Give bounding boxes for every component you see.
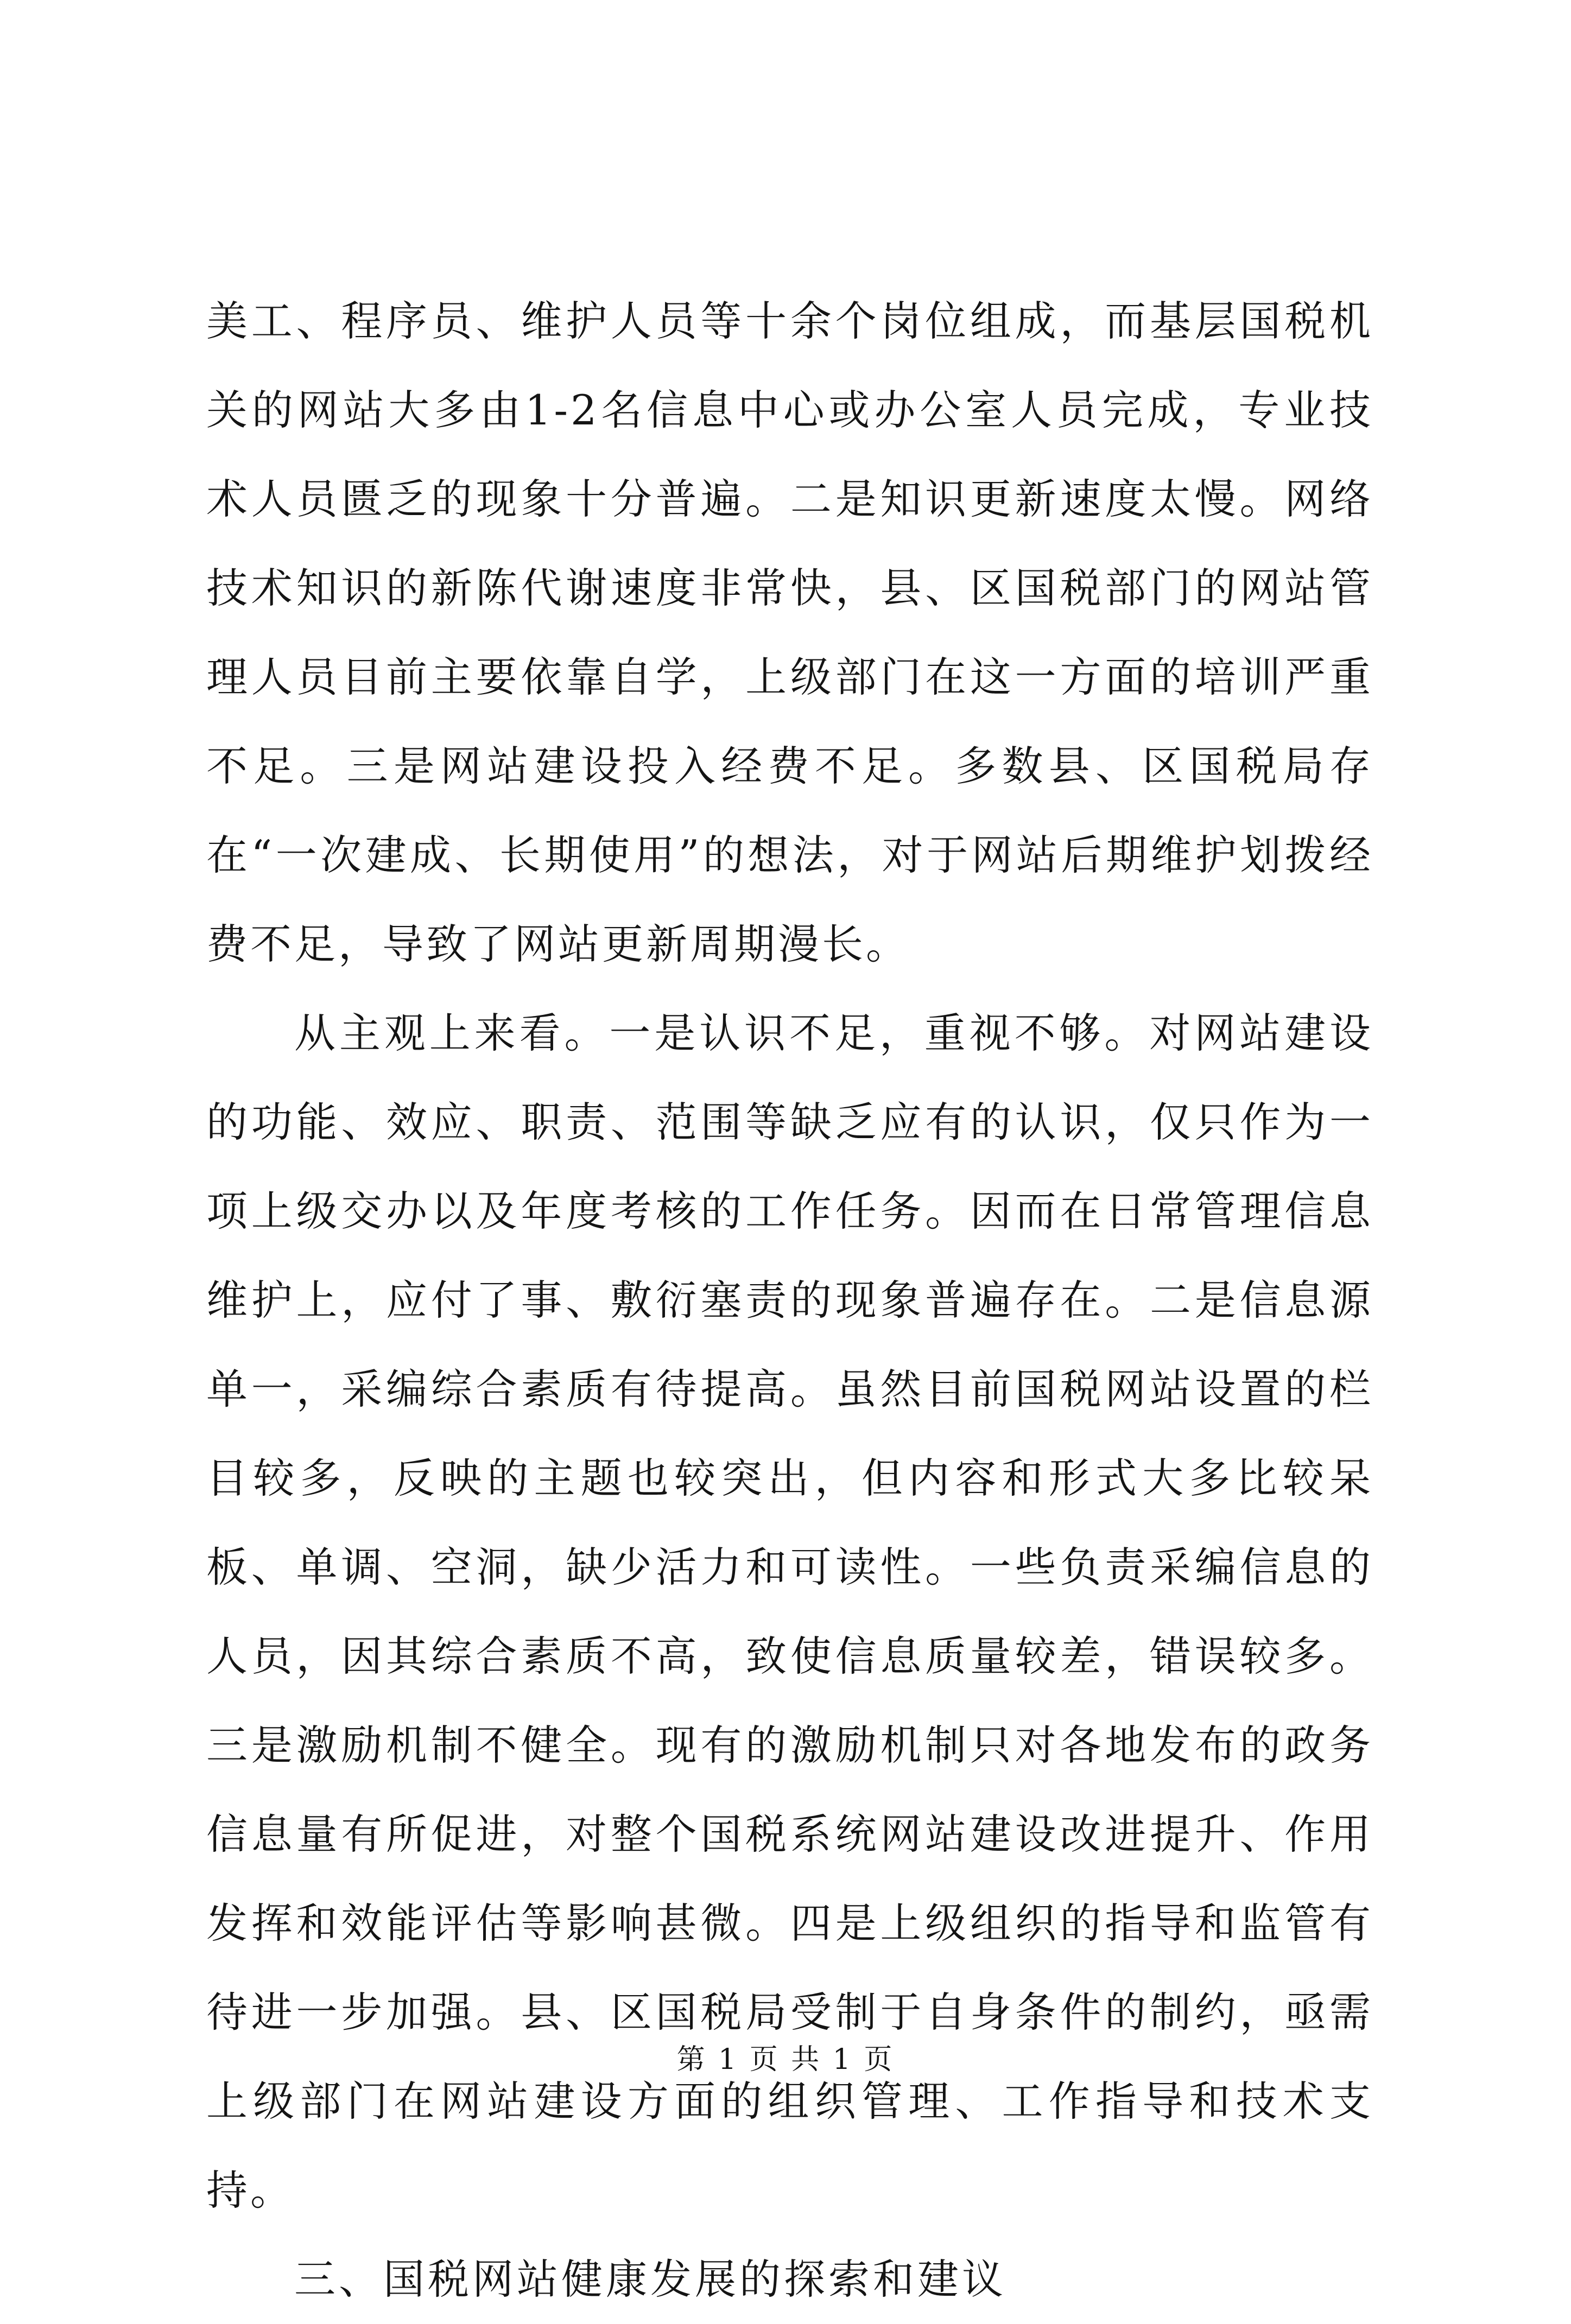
paragraph-subjective-analysis: 从主观上来看。一是认识不足，重视不够。对网站建设的功能、效应、职责、范围等缺乏应有的认识，仅只作为一项上级交办以及年度考核的工作任务。因而在日常管理信息维护上，应付了事、敷衍塞责的现象普遍存在。二是信息源单一，采编综合素质有待提高。虽然目前国税网站设置的栏目较多，反映的主题也较突出，但内容和形式大多比较呆板、单调、空洞，缺少活力和可读性。一些负责采编信息的人员，因其综合素质不高，致使信息质量较差，错误较多。三是激励机制不健全。现有的激励机制只对各地发布的政务信息量有所促进，对整个国税系统网站建设改进提升、作用发挥和效能评估等影响甚微。四是上级组织的指导和监管有待进一步加强。县、区国税局受制于自身条件的制约，亟需上级部门在网站建设方面的组织管理、工作指导和技术支持。	[206, 1009, 1373, 2214]
document-body	[206, 277, 1373, 2324]
section-heading: 三、国税网站健康发展的探索和建议	[294, 2255, 1006, 2303]
paragraph-continued: 美工、程序员、维护人员等十余个岗位组成，而基层国税机关的网站大多由1-2名信息中心或办公室人员完成，专业技术人员匮乏的现象十分普遍。二是知识更新速度太慢。网络技术知识的新陈代谢速度非常快，县、区国税部门的网站管理人员目前主要依靠自学，上级部门在这一方面的培训严重不足。三是网站建设投入经费不足。多数县、区国税局存在“一次建成、长期使用”的想法，对于网站后期维护划拨经费不足，导致了网站更新周期漫长。	[206, 297, 1373, 968]
page-footer: 第 1 页 共 1 页	[676, 2043, 895, 2076]
